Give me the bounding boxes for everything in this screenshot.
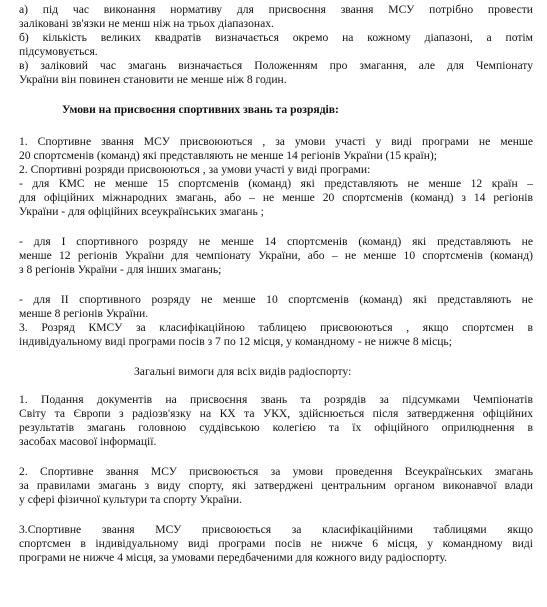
paragraph-line: 2. Спортивні розряди присвоюються , за умови участі у виді програми: — [19, 163, 371, 176]
paragraph-line: результатів змагань головною суддівською колегією та їх офіційного оприлюднення в — [19, 421, 533, 434]
paragraph-line: менше 8 регіонів України. — [19, 307, 149, 320]
paragraph-line: 3.Спортивне звання МСУ присвоюється за класифікаційними таблицями якщо — [19, 523, 533, 536]
paragraph-line: - для ІІ спортивного розряду не менше 10 спортсменів (команд) які представляють не — [19, 293, 533, 306]
paragraph-line: спортсмен в індивідуальному виді програми посів не нижче 6 місця, у командному виді — [19, 537, 533, 550]
intro-line: в) заліковий час змагань визначається Положенням про змагання, але для Чемпіонату — [19, 59, 533, 72]
paragraph-line: програми не нижче 4 місця, за умовами передбаченими для кожного виду радіоспорту. — [19, 551, 447, 564]
paragraph-line: за правилами змагань з виду спорту, які затверджені центральним органом виконавчої влади — [19, 479, 533, 492]
paragraph-line: України - для офіційних всеукраїнських змагань ; — [19, 205, 264, 218]
intro-line: підсумовується. — [19, 45, 98, 58]
paragraph-line: 2. Спортивне звання МСУ присвоюється за умови проведення Всеукраїнських змагань — [19, 465, 533, 478]
intro-line: а) під час виконання нормативу для присвоєння звання МСУ потрібно провести — [19, 3, 533, 16]
paragraph-line: 20 спортсменів (команд) які представляють не менше 14 регіонів України (15 країн); — [19, 149, 437, 162]
intro-line: б) кількість великих квадратів визначається окремо на кожному діапазоні, а потім — [19, 31, 533, 44]
section-heading-conditions: Умови на присвоєння спортивних звань та розрядів: — [62, 103, 339, 116]
paragraph-line: для офіційних міжнародних змагань, або – не менше 20 спортсменів (команд) з 14 регіонів — [19, 191, 533, 204]
paragraph-line: засобах масової інформації. — [19, 435, 157, 448]
paragraph-line: менше 12 регіонів України для чемпіонату України, або – не менше 10 спортсменів (команд) — [19, 249, 533, 262]
paragraph-line: 1. Подання документів на присвоєння звань та розрядів за підсумками Чемпіонатів — [19, 393, 533, 406]
paragraph-line: 3. Розряд КМСУ за класифікаційною таблицею присвоюються , якщо спортсмен в — [19, 321, 533, 334]
intro-line: України він повинен становити не менше ніж 8 годин. — [19, 73, 287, 86]
paragraph-line: - для КМС не менше 15 спортсменів (команд) які представляють не менше 12 країн – — [19, 177, 533, 190]
intro-line: заліковані зв'язки не менш ніж на трьох діапазонах. — [19, 17, 274, 30]
paragraph-line: 1. Спортивне звання МСУ присвоюються , за умови участі у виді програми не менше — [19, 135, 533, 148]
paragraph-line: - для І спортивного розряду не менше 14 спортсменів (команд) які представляють не — [19, 235, 533, 248]
section-heading-general-requirements: Загальні вимоги для всіх видів радіоспорту: — [134, 365, 352, 378]
paragraph-line: індивідуальному виді програми посів з 7 по 12 місця, у командному - не нижче 8 місць; — [19, 335, 452, 348]
paragraph-line: у сфері фізичної культури та спорту України. — [19, 493, 242, 506]
paragraph-line: з 8 регіонів України - для інших змагань; — [19, 263, 222, 276]
paragraph-line: Світу та Європи з радіозв'язку на КХ та УКХ, здійснюється після затвердження офіційних — [19, 407, 533, 420]
